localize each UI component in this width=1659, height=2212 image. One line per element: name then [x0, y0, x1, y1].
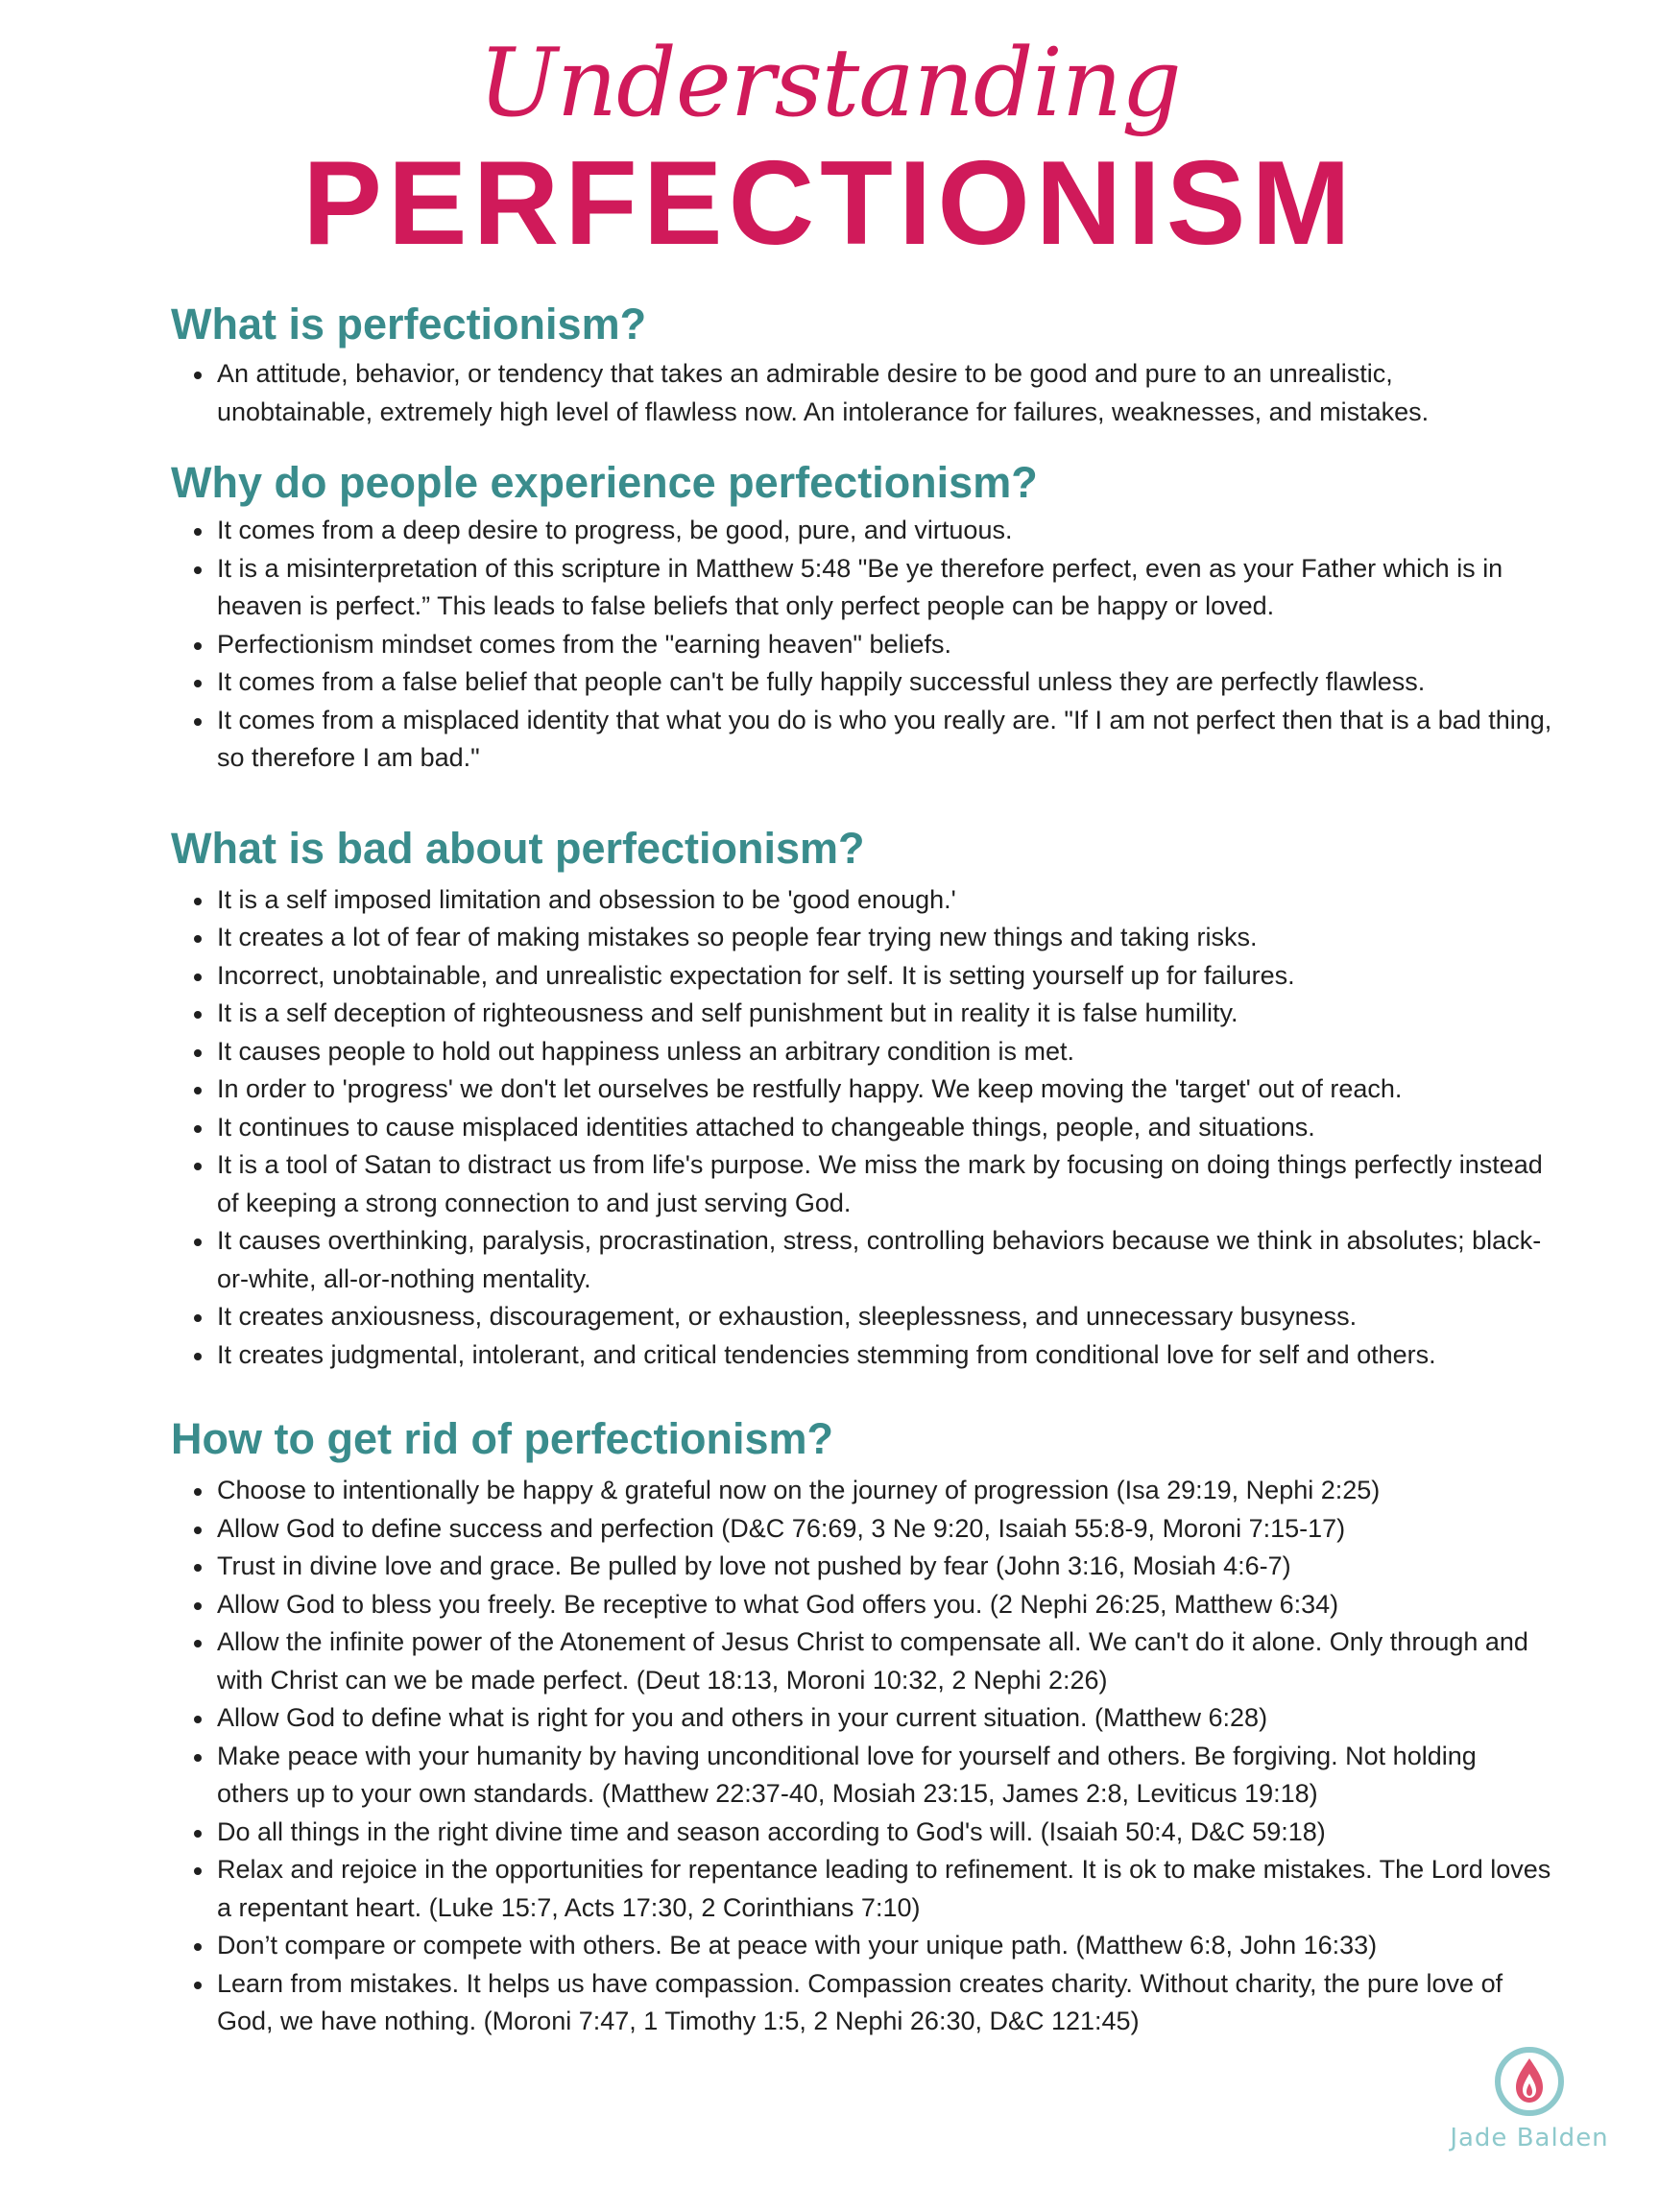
script-title: Understanding	[478, 29, 1181, 138]
list-item: Allow God to define what is right for you and others in your current situation. (Matthew 6:28)	[171, 1699, 1553, 1738]
bullet-list	[171, 881, 1553, 1375]
section-heading: How to get rid of perfectionism?	[171, 1414, 834, 1463]
bullet-list	[171, 355, 1553, 431]
brand-logo	[1448, 2045, 1611, 2152]
section-heading: What is bad about perfectionism?	[171, 823, 865, 873]
section-heading: Why do people experience perfectionism?	[171, 458, 1038, 507]
list-item: It continues to cause misplaced identities attached to changeable things, people, and situations.	[171, 1109, 1553, 1147]
bullet-list	[171, 512, 1553, 778]
list-item: Make peace with your humanity by having unconditional love for yourself and others. Be forgiving. Not holding others up to your own standards. (Matthew 22:37-40, Mosiah 23:15, James 2:8, Leviticus 19:18)	[171, 1738, 1553, 1814]
list-item: Don’t compare or compete with others. Be at peace with your unique path. (Matthew 6:8, John 16:33)	[171, 1927, 1553, 1965]
list-item: It causes people to hold out happiness unless an arbitrary condition is met.	[171, 1033, 1553, 1071]
list-item: An attitude, behavior, or tendency that takes an admirable desire to be good and pure to an unrealistic, unobtainable, extremely high level of flawless now. An intolerance for failures, weaknesses, and mistakes.	[171, 355, 1553, 431]
page-title: PERFECTIONISM	[302, 137, 1357, 270]
list-item: It creates a lot of fear of making mistakes so people fear trying new things and taking risks.	[171, 919, 1553, 957]
content	[171, 296, 1553, 2041]
list-item: It is a tool of Satan to distract us from life's purpose. We miss the mark by focusing on doing things perfectly instead of keeping a strong connection to and just serving God.	[171, 1146, 1553, 1222]
list-item: It comes from a false belief that people can't be fully happily successful unless they are perfectly flawless.	[171, 663, 1553, 702]
section-heading: What is perfectionism?	[171, 300, 647, 349]
list-item: Choose to intentionally be happy & grateful now on the journey of progression (Isa 29:19, Nephi 2:25)	[171, 1472, 1553, 1510]
list-item: Do all things in the right divine time and season according to God's will. (Isaiah 50:4, D&C 59:18)	[171, 1814, 1553, 1852]
list-item: Relax and rejoice in the opportunities for repentance leading to refinement. It is ok to make mistakes. The Lord loves a repentant heart. (Luke 15:7, Acts 17:30, 2 Corinthians 7:10)	[171, 1851, 1553, 1927]
section-why	[171, 454, 1553, 778]
list-item: It comes from a deep desire to progress, be good, pure, and virtuous.	[171, 512, 1553, 550]
list-item: Trust in divine love and grace. Be pulled by love not pushed by fear (John 3:16, Mosiah 4:6-7)	[171, 1548, 1553, 1586]
list-item: It creates anxiousness, discouragement, or exhaustion, sleeplessness, and unnecessary busyness.	[171, 1298, 1553, 1336]
section-what-is	[171, 296, 1553, 431]
list-item: Learn from mistakes. It helps us have compassion. Compassion creates charity. Without charity, the pure love of God, we have nothing. (Moroni 7:47, 1 Timothy 1:5, 2 Nephi 26:30, D&C 121:45)	[171, 1965, 1553, 2041]
list-item: It creates judgmental, intolerant, and critical tendencies stemming from conditional love for self and others.	[171, 1336, 1553, 1375]
list-item: Incorrect, unobtainable, and unrealistic expectation for self. It is setting yourself up for failures.	[171, 957, 1553, 996]
list-item: It is a self deception of righteousness and self punishment but in reality it is false humility.	[171, 995, 1553, 1033]
list-item: Perfectionism mindset comes from the "earning heaven" beliefs.	[171, 626, 1553, 664]
list-item: It is a self imposed limitation and obsession to be 'good enough.'	[171, 881, 1553, 920]
list-item: Allow the infinite power of the Atonement of Jesus Christ to compensate all. We can't do it alone. Only through and with Christ can we be made perfect. (Deut 18:13, Moroni 10:32, 2 Nephi 2:26)	[171, 1623, 1553, 1699]
list-item: In order to 'progress' we don't let ourselves be restfully happy. We keep moving the 'target' out of reach.	[171, 1070, 1553, 1109]
list-item: It causes overthinking, paralysis, procrastination, stress, controlling behaviors because we think in absolutes; black-or-white, all-or-nothing mentality.	[171, 1222, 1553, 1298]
brand-name: Jade Balden	[1450, 2124, 1609, 2152]
list-item: It is a misinterpretation of this scripture in Matthew 5:48 "Be ye therefore perfect, even as your Father which is in heaven is perfect.” This leads to false beliefs that only perfect people can be happy or loved.	[171, 550, 1553, 626]
list-item: Allow God to define success and perfection (D&C 76:69, 3 Ne 9:20, Isaiah 55:8-9, Moroni 7:15-17)	[171, 1510, 1553, 1549]
flame-drop-icon	[1493, 2045, 1566, 2118]
bullet-list	[171, 1472, 1553, 2041]
list-item: Allow God to bless you freely. Be receptive to what God offers you. (2 Nephi 26:25, Matthew 6:34)	[171, 1586, 1553, 1624]
section-what-is-bad	[171, 820, 1553, 1375]
list-item: It comes from a misplaced identity that what you do is who you really are. "If I am not perfect then that is a bad thing, so therefore I am bad."	[171, 702, 1553, 778]
section-how-to	[171, 1410, 1553, 2041]
